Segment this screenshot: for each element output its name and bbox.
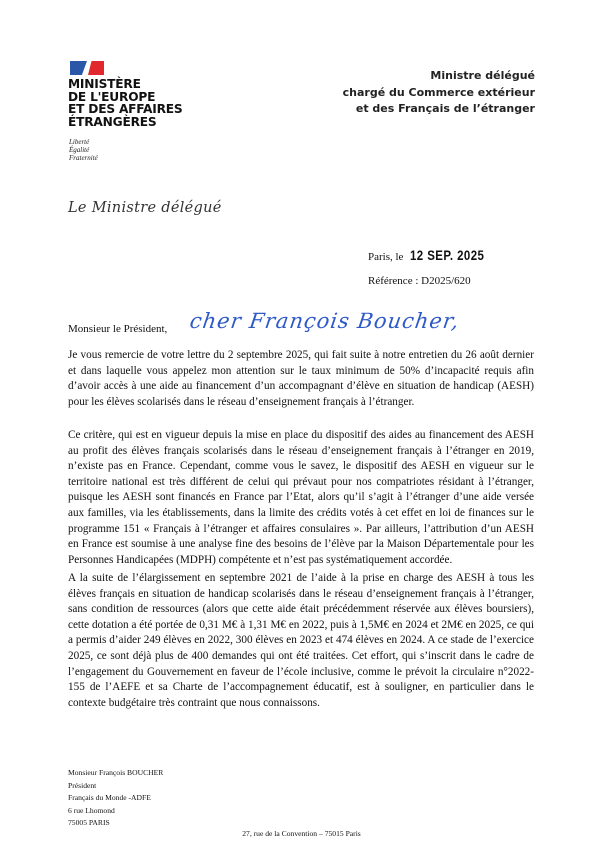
ministry-line: DE L'EUROPE	[68, 89, 156, 104]
minister-title-line: et des Français de l’étranger	[355, 102, 535, 115]
body-paragraph: Je vous remercie de votre lettre du 2 septembre 2025, qui fait suite à notre entretien du 26 août dernier et dans laquelle vous appelez mon attention sur le taux minimum de 50% d’incapacité requis afin d’avoir accès à une aide au financement d’un accompagnant d’élève en situation de handicap (AESH) pour les élèves scolarisés dans le réseau d’enseignement français à l’étranger.	[68, 349, 534, 408]
signature-heading: Le Ministre délégué	[68, 200, 222, 216]
ministry-line: ÉTRANGÈRES	[68, 114, 157, 129]
body-paragraph: Ce critère, qui est en vigueur depuis la mise en place du dispositif des aides au financement des AESH au profit des élèves français scolarisés dans le réseau d’enseignement français à l’étranger en 2019, n’existe pas en France. Cependant, comme vous le savez, le dispositif des AESH en vigueur sur le territoire national est très différent de celui qui prévaut pour nos compatriotes résidant à l’étranger, puisque les AESH sont financés en France par l’Etat, alors qu’il s’agit à l’étranger d’une aide versée aux familles, via les établissements, dans la limite des crédits votés à cet effet en loi de finances sur le programme 151 « Français à l’étranger et affaires consulaires ». Par ailleurs, l’attribution d’un AESH en France est soumise à une analyse fine des besoins de l’élève par la Maison Départementale pour les Personnes Handicapées (MDPH) compétente et n’est pas systématiquement accordée.	[68, 429, 534, 566]
salutation: Monsieur le Président,	[68, 323, 168, 335]
reference: Référence : D2025/620	[368, 275, 471, 287]
motto-line: Fraternité	[69, 154, 98, 162]
date-prefix: Paris, le	[368, 251, 404, 263]
ministry-line: ET DES AFFAIRES	[68, 102, 183, 116]
addressee-line: 6 rue Lhomond	[68, 805, 115, 815]
ministry-name	[68, 78, 182, 128]
minister-title	[275, 68, 535, 118]
addressee-line: Président	[68, 780, 97, 790]
date-line	[368, 247, 501, 263]
handwritten-greeting: cher François Boucher,	[188, 309, 462, 333]
minister-title-line: chargé du Commerce extérieur	[342, 85, 535, 99]
french-flag-logo-icon	[70, 61, 104, 75]
footer-address: 27, rue de la Convention – 75015 Paris	[242, 829, 361, 838]
motto-line: Égalité	[69, 146, 90, 154]
date-stamp: 12 SEP. 2025	[410, 247, 485, 263]
addressee-block	[68, 767, 163, 830]
addressee-line: Monsieur François BOUCHER	[68, 768, 164, 777]
ministry-line: MINISTÈRE	[68, 77, 141, 91]
flag-blue-part	[70, 61, 87, 75]
addressee-line: 75005 PARIS	[68, 818, 110, 828]
republic-motto	[69, 138, 98, 162]
flag-red-part	[88, 61, 104, 75]
minister-title-line: Ministre délégué	[430, 69, 535, 82]
body-paragraph: A la suite de l’élargissement en septembre 2021 de l’aide à la prise en charge des AESH à tous les élèves français en situation de handicap scolarisés dans le réseau d’enseignement français à l’étranger, sans condition de ressources (alors que cette aide était précédemment réservée aux élèves boursiers), cette dotation a été portée de 0,31 M€ à 1,31 M€ en 2022, puis à 1,5M€ en 2024 et 2M€ en 2025, ce qui a permis d’aider 249 élèves en 2022, 300 élèves en 2023 et 474 élèves en 2024. A ce stade de l’exercice 2025, ce sont déjà plus de 400 demandes qui ont été traitées. Cet effort, qui s’inscrit dans le cadre de l’engagement du Gouvernement en faveur de l’école inclusive, comme le prévoit la circulaire n°2022-155 de l’AEFE et sa Charte de l’accompagnement éducatif, est à souligner, en particulier dans le contexte budgétaire très contraint que nous connaissons.	[68, 572, 534, 709]
motto-line: Liberté	[69, 138, 90, 146]
addressee-line: Français du Monde -ADFE	[68, 793, 151, 803]
